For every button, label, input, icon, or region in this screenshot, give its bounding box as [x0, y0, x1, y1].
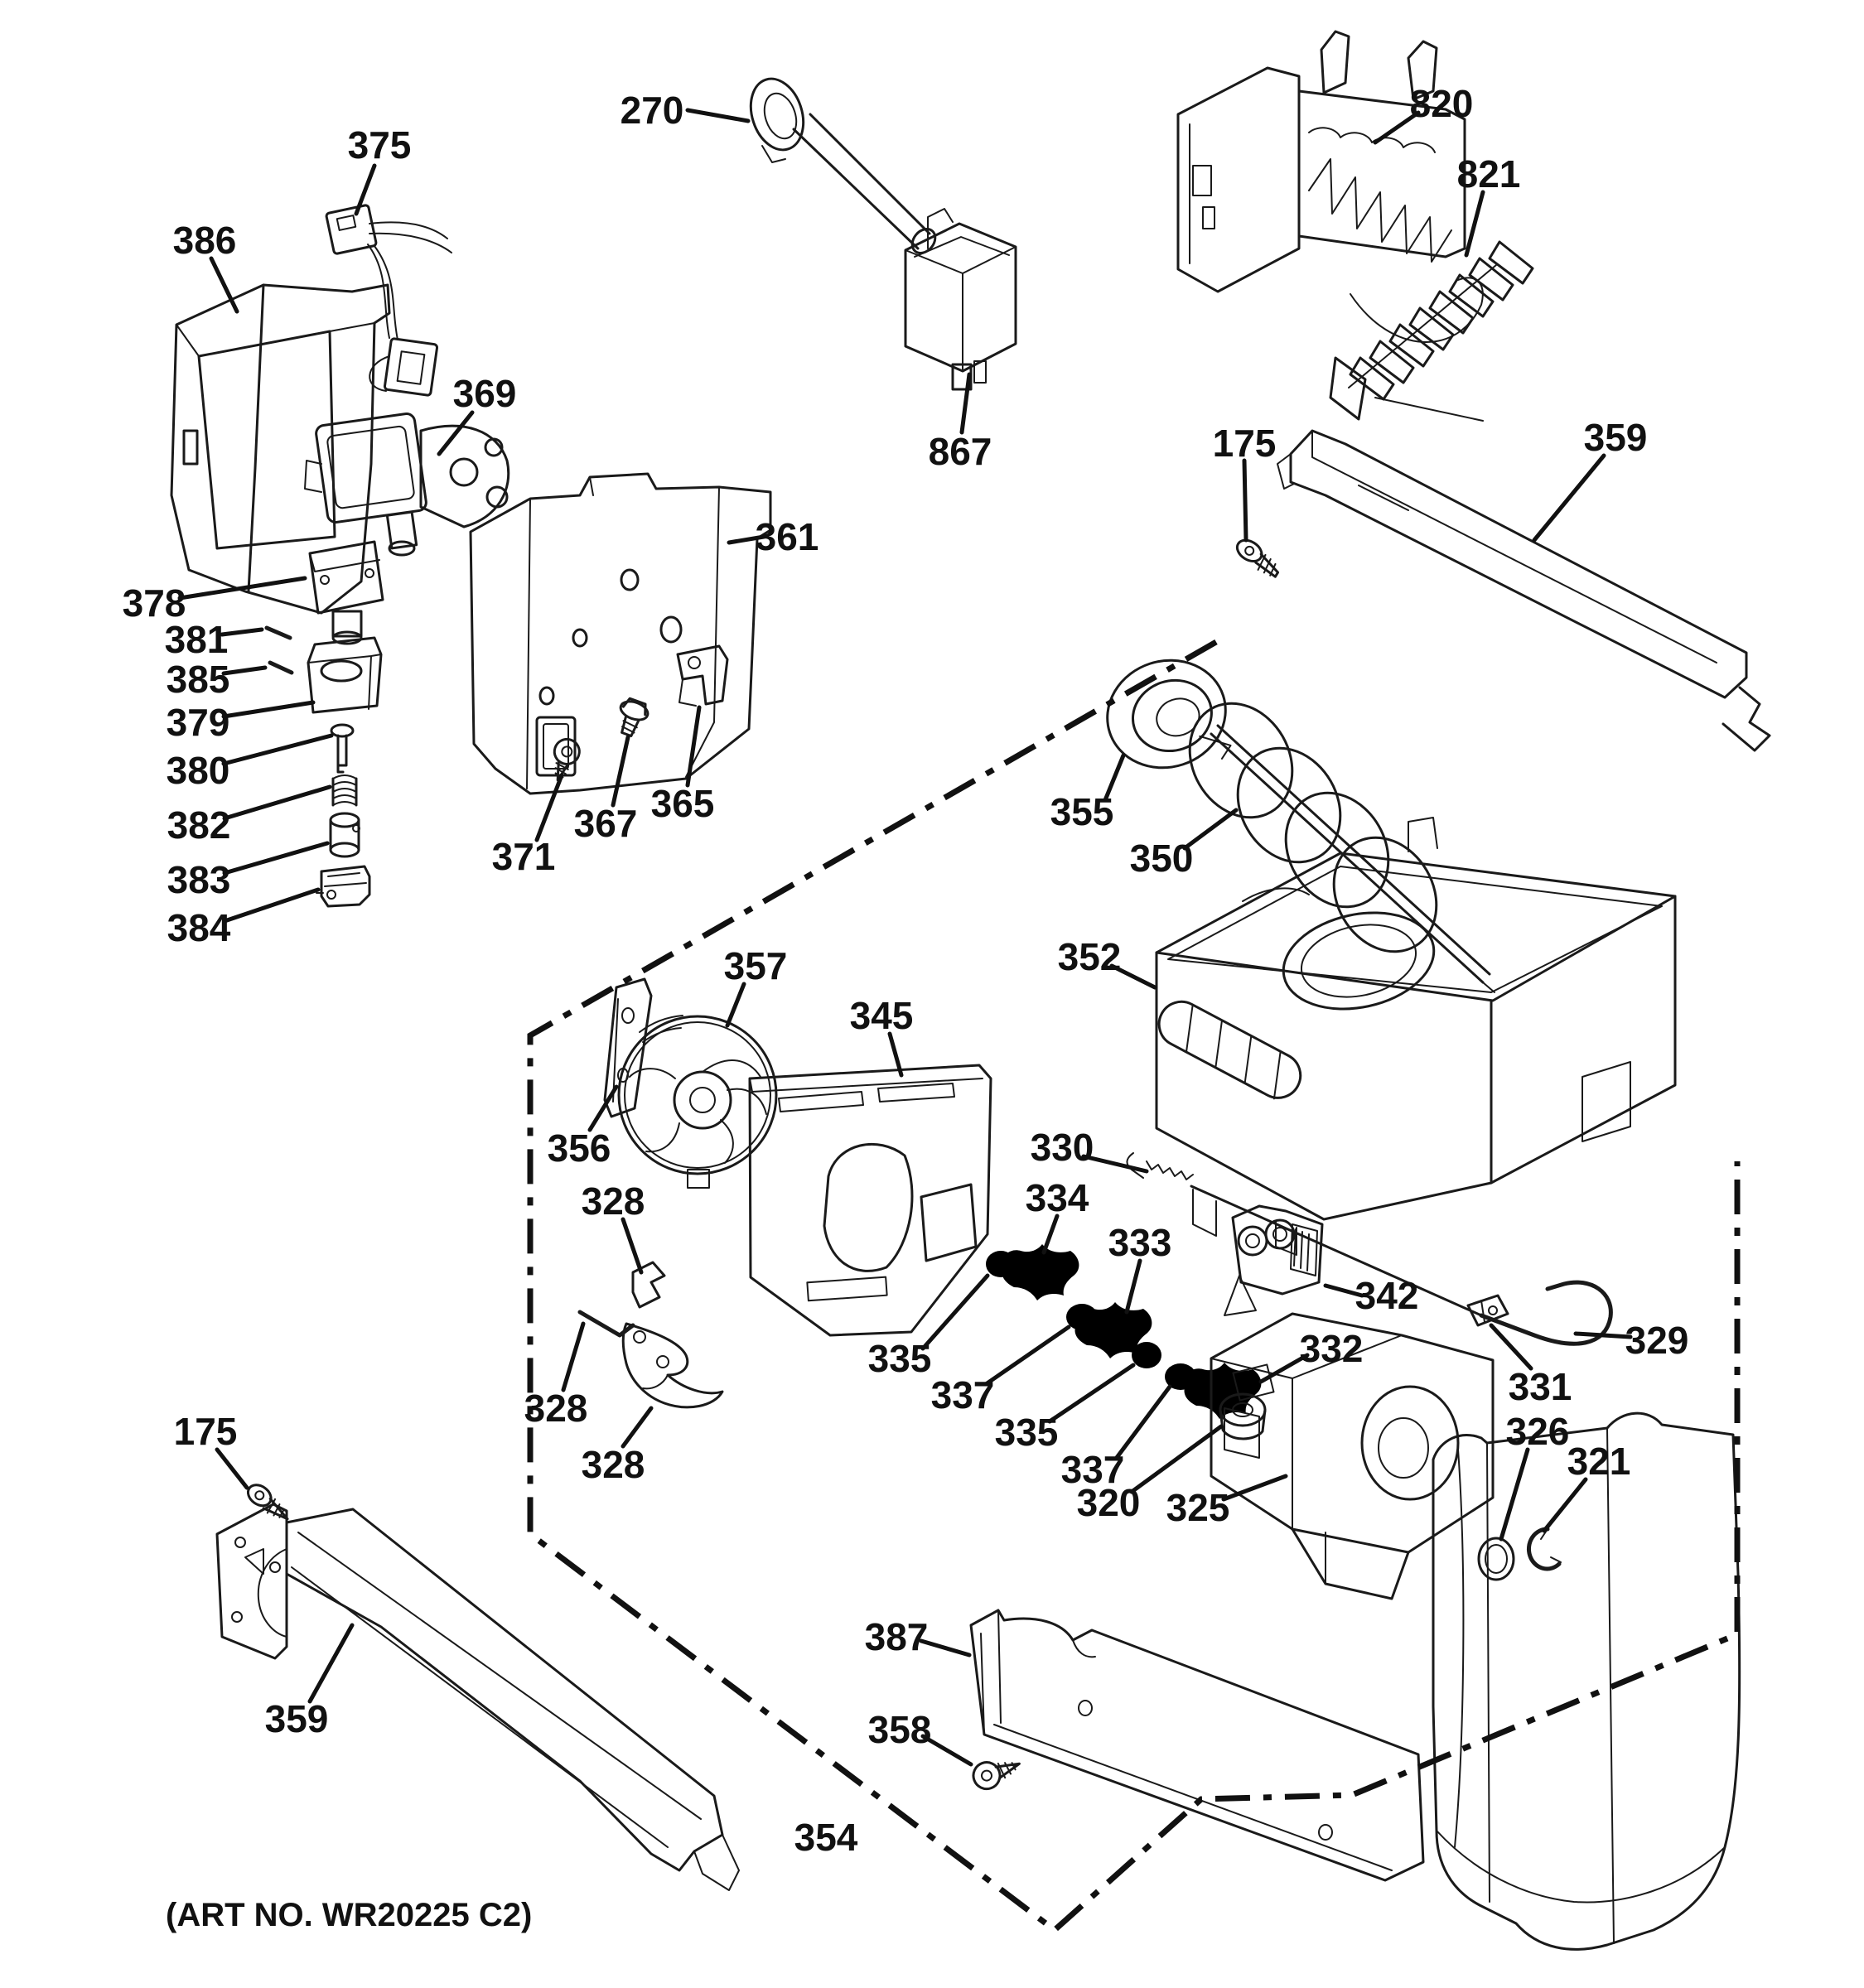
callout-leader-385-7: [224, 668, 265, 673]
callout-label-270-0: 270: [620, 89, 684, 132]
callout-label-357-27: 357: [723, 944, 788, 987]
callout-leader-367-14: [613, 737, 628, 805]
callout-label-326-42: 326: [1505, 1410, 1570, 1453]
callout-label-375-1: 375: [347, 123, 412, 166]
callout-leader-270-0: [688, 110, 748, 121]
callout-leader-384-12: [225, 890, 318, 921]
callout-label-382-10: 382: [167, 803, 231, 847]
callout-leader-821-17: [1466, 192, 1483, 255]
part-328-latch-set: [580, 1262, 722, 1407]
part-359-rail-right: [1277, 431, 1770, 750]
part-326-o-ring: [1479, 1538, 1514, 1580]
callout-label-367-14: 367: [573, 802, 638, 845]
part-361-mounting-plate: [471, 474, 770, 794]
callout-label-352-23: 352: [1057, 935, 1122, 978]
part-bucket-front-cover: [1433, 1413, 1740, 1949]
callout-leader-378-5: [180, 578, 305, 598]
callout-label-369-3: 369: [452, 372, 517, 415]
part-335-washer: [1132, 1342, 1161, 1368]
callout-label-361-4: 361: [755, 515, 819, 558]
part-382-spring: [333, 775, 356, 805]
part-350-auger: [1170, 685, 1495, 992]
callout-leader-333-26: [1127, 1261, 1140, 1312]
part-867-chute-tray: [905, 209, 1016, 389]
part-379-block: [308, 638, 381, 712]
callout-label-378-5: 378: [122, 581, 186, 625]
callout-label-328-32: 328: [581, 1443, 645, 1486]
callout-label-371-13: 371: [491, 835, 556, 878]
part-380-pin: [331, 725, 353, 772]
part-335-washer: [986, 1251, 1016, 1277]
callout-leader-356-29: [590, 1087, 616, 1130]
callout-leader-326-42: [1501, 1450, 1528, 1539]
callout-label-329-40: 329: [1625, 1319, 1689, 1362]
callout-leader-328-31: [563, 1324, 583, 1390]
callout-label-867-18: 867: [928, 430, 992, 473]
callout-label-345-28: 345: [849, 994, 914, 1037]
callout-leader-357-27: [727, 984, 744, 1025]
part-330-spring-wire: [1127, 1153, 1481, 1315]
callout-label-335-35: 335: [994, 1411, 1059, 1454]
callout-leader-383-11: [225, 843, 327, 873]
callout-leader-369-3: [439, 413, 472, 454]
callout-label-359-20: 359: [1583, 416, 1648, 459]
callout-label-383-11: 383: [167, 858, 231, 901]
callout-leader-328-30: [623, 1219, 641, 1272]
callout-label-333-26: 333: [1108, 1221, 1172, 1264]
callout-leader-329-40: [1576, 1334, 1630, 1337]
callout-leader-175-48: [217, 1450, 247, 1488]
callout-label-321-43: 321: [1567, 1440, 1631, 1483]
callout-leader-359-20: [1534, 456, 1604, 540]
callout-leader-321-43: [1544, 1479, 1586, 1531]
art-number-text: (ART NO. WR20225 C2): [166, 1897, 533, 1933]
callout-leader-379-8: [224, 702, 313, 717]
part-334-crusher-blade: [1002, 1244, 1079, 1300]
part-331-clamp: [1468, 1296, 1508, 1325]
callout-label-820-16: 820: [1409, 82, 1474, 125]
callout-label-335-33: 335: [867, 1337, 932, 1380]
callout-label-821-17: 821: [1456, 152, 1521, 195]
part-352-ice-bucket: [1152, 818, 1675, 1255]
callout-label-350-22: 350: [1129, 837, 1194, 880]
part-321-e-clip: [1528, 1529, 1561, 1569]
callout-label-325-44: 325: [1166, 1486, 1230, 1529]
part-175-screw-top: [1232, 536, 1284, 579]
callout-label-356-29: 356: [547, 1127, 611, 1170]
callout-label-328-31: 328: [524, 1387, 588, 1430]
callout-label-365-15: 365: [650, 782, 715, 825]
part-371-screw: [546, 736, 582, 784]
callout-label-331-41: 331: [1508, 1365, 1572, 1408]
callout-leader-335-35: [1050, 1365, 1133, 1421]
callout-label-334-25: 334: [1025, 1176, 1089, 1219]
callout-label-379-8: 379: [166, 701, 230, 744]
part-385-pin: [270, 663, 292, 673]
callout-leader-325-44: [1224, 1476, 1286, 1499]
part-345-duct-cover: [750, 1065, 991, 1335]
callout-label-328-30: 328: [581, 1180, 645, 1223]
part-365-clip: [678, 646, 727, 706]
callout-label-175-48: 175: [173, 1410, 238, 1453]
part-821-ejector-rake: [1330, 242, 1533, 421]
part-383-bushing: [331, 813, 360, 856]
callout-leader-175-19: [1244, 461, 1246, 540]
callout-label-358-46: 358: [867, 1708, 932, 1751]
callout-layer: [123, 82, 1689, 1859]
callout-leader-334-25: [1044, 1216, 1057, 1252]
callout-label-337-34: 337: [930, 1373, 995, 1416]
callout-label-380-9: 380: [166, 749, 230, 792]
callout-label-381-6: 381: [164, 618, 229, 661]
callout-label-342-39: 342: [1355, 1274, 1419, 1317]
part-367-screw: [612, 697, 650, 739]
callout-label-320-37: 320: [1076, 1481, 1141, 1524]
callout-leader-371-13: [537, 775, 562, 840]
callout-leader-867-18: [962, 374, 969, 432]
part-270-fill-tube: [742, 72, 940, 258]
callout-leader-380-9: [224, 736, 331, 764]
callout-leader-359-49: [310, 1625, 352, 1701]
callout-leader-387-45: [921, 1641, 969, 1655]
part-342-actuator-bracket: [1224, 1206, 1322, 1315]
callout-label-386-2: 386: [172, 219, 237, 262]
callout-leader-337-34: [986, 1327, 1069, 1384]
part-175-screw-bottom: [244, 1481, 295, 1525]
part-381-pin: [267, 628, 290, 638]
callout-label-385-7: 385: [166, 658, 230, 701]
callout-leader-382-10: [225, 787, 330, 818]
part-357-blower-wheel: [619, 1016, 776, 1188]
callout-leader-320-37: [1132, 1426, 1221, 1492]
part-337-spacer: [1066, 1304, 1098, 1330]
callout-label-355-21: 355: [1050, 790, 1114, 833]
callout-label-384-12: 384: [167, 906, 231, 949]
callout-label-332-38: 332: [1299, 1327, 1364, 1370]
part-384-coupler: [316, 866, 369, 906]
callout-label-354-47: 354: [794, 1816, 858, 1859]
callout-label-337-36: 337: [1060, 1448, 1125, 1491]
callout-label-330-24: 330: [1030, 1126, 1094, 1169]
callout-label-387-45: 387: [864, 1615, 929, 1658]
part-332-crusher-blade: [1184, 1363, 1261, 1419]
callout-label-175-19: 175: [1212, 422, 1277, 465]
callout-label-359-49: 359: [264, 1697, 329, 1740]
callout-leader-335-33: [923, 1276, 988, 1349]
callout-leader-328-32: [623, 1408, 651, 1446]
part-387-shield-tray: [971, 1610, 1423, 1880]
part-358-screw: [969, 1751, 1023, 1793]
